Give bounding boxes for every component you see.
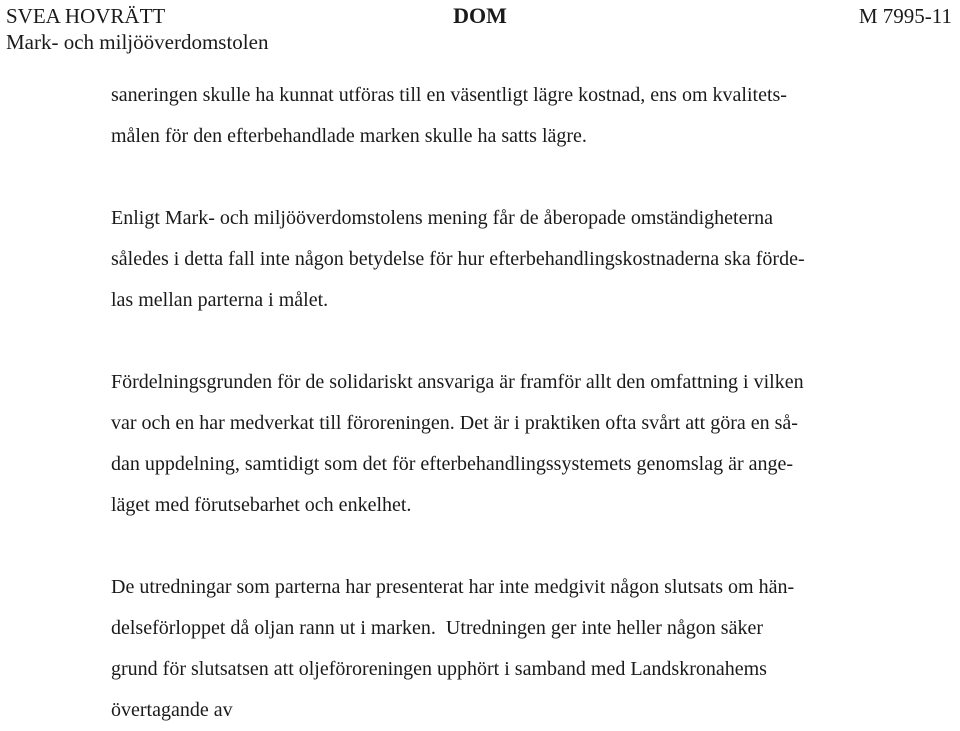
text-line: målen för den efterbehandlade marken skulle ha satts lägre. xyxy=(111,125,587,147)
paragraph xyxy=(111,198,931,321)
text-line: las mellan parterna i målet. xyxy=(111,289,329,311)
case-number: M 7995-11 xyxy=(858,4,952,28)
court-division: Mark- och miljööverdomstolen xyxy=(6,30,269,54)
court-name: SVEA HOVRÄTT xyxy=(6,4,166,28)
text-line: Fördelningsgrunden för de solidariskt ansvariga är framför allt den omfattning i vilken xyxy=(111,371,804,393)
paragraph-spacer xyxy=(111,526,931,567)
paragraph xyxy=(111,362,931,526)
text-line: läget med förutsebarhet och enkelhet. xyxy=(111,494,412,516)
paragraph-spacer xyxy=(111,321,931,362)
text-line: saneringen skulle ha kunnat utföras till en väsentligt lägre kostnad, ens om kvalitets- xyxy=(111,84,787,106)
text-line: således i detta fall inte någon betydelse för hur efterbehandlingskostnaderna ska förde- xyxy=(111,248,805,270)
paragraph xyxy=(111,567,931,731)
text-line: övertagande av xyxy=(111,699,233,721)
page-header xyxy=(0,0,960,60)
document-body xyxy=(111,75,931,731)
text-line: dan uppdelning, samtidigt som det för efterbehandlingssystemets genomslag är ange- xyxy=(111,453,794,475)
text-line: delseförloppet då oljan rann ut i marken. Utredningen ger inte heller någon säker xyxy=(111,617,763,639)
paragraph-spacer xyxy=(111,157,931,198)
text-line: De utredningar som parterna har presenterat har inte medgivit någon slutsats om hän- xyxy=(111,576,795,598)
paragraph xyxy=(111,75,931,157)
text-line: Enligt Mark- och miljööverdomstolens mening får de åberopade omständigheterna xyxy=(111,207,774,229)
text-line: var och en har medverkat till föroreningen. Det är i praktiken ofta svårt att göra en så- xyxy=(111,412,798,434)
document-type: DOM xyxy=(453,3,507,28)
text-line: grund för slutsatsen att oljeföroreningen upphört i samband med Landskronahems xyxy=(111,658,767,680)
